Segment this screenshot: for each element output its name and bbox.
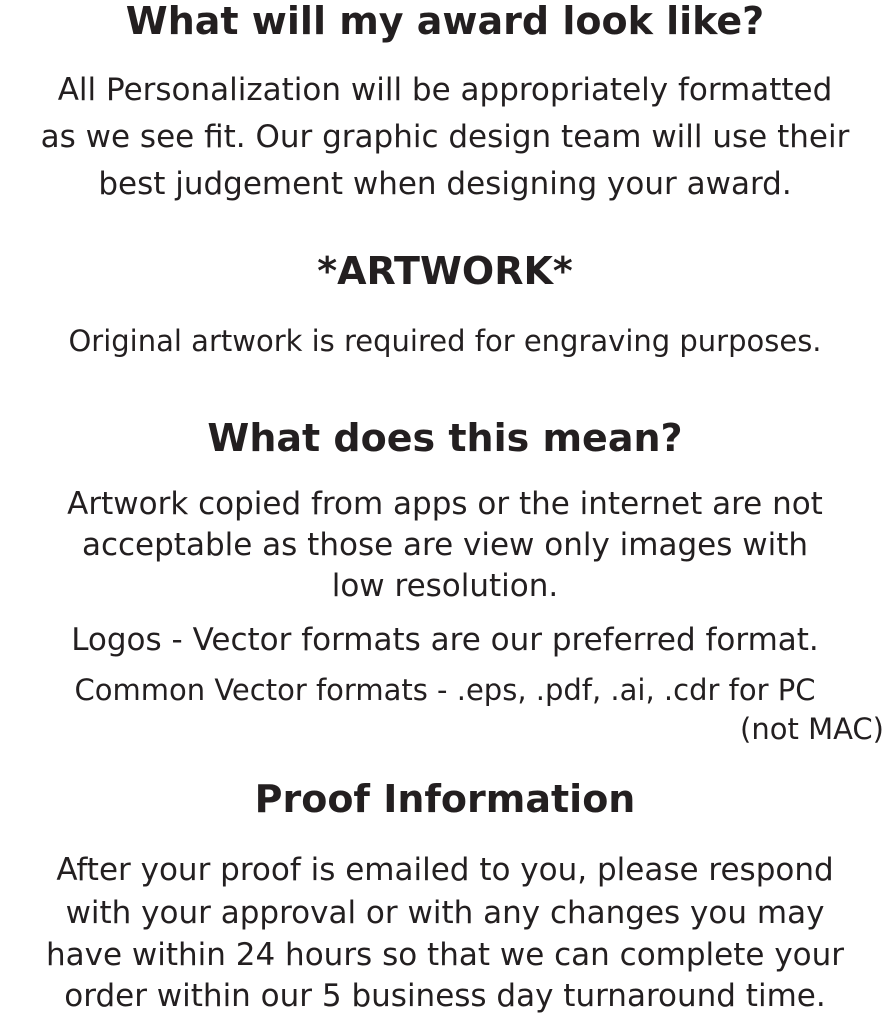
meaning-text-line-5: Common Vector formats - .eps, .pdf, .ai, .cdr for PC bbox=[74, 673, 816, 707]
proof-text-line-4: order within our 5 business day turnaround time. bbox=[64, 978, 826, 1014]
proof-text-line-3: have within 24 hours so that we can complete your bbox=[45, 937, 845, 973]
meaning-text-line-4: Logos - Vector formats are our preferred format. bbox=[71, 622, 819, 658]
award-text-line-1: All Personalization will be appropriately formatted bbox=[57, 72, 833, 108]
proof-text-line-1: After your proof is emailed to you, please respond bbox=[56, 852, 834, 888]
award-text-line-3: best judgement when designing your award. bbox=[98, 166, 792, 202]
award-heading: What will my award look like? bbox=[125, 0, 765, 43]
proof-heading: Proof Information bbox=[254, 777, 636, 821]
meaning-text-line-3: low resolution. bbox=[331, 568, 559, 604]
meaning-text-line-6: (not MAC) bbox=[740, 712, 884, 746]
meaning-heading: What does this mean? bbox=[207, 416, 683, 460]
artwork-text-line-1: Original artwork is required for engraving purposes. bbox=[68, 324, 822, 358]
award-text-line-2: as we see fit. Our graphic design team will use their bbox=[40, 119, 850, 155]
proof-text-line-2: with your approval or with any changes you may bbox=[65, 895, 825, 931]
meaning-text-line-2: acceptable as those are view only images with bbox=[81, 527, 809, 563]
meaning-text-line-1: Artwork copied from apps or the internet are not bbox=[67, 486, 823, 522]
artwork-heading: *ARTWORK* bbox=[317, 249, 573, 293]
